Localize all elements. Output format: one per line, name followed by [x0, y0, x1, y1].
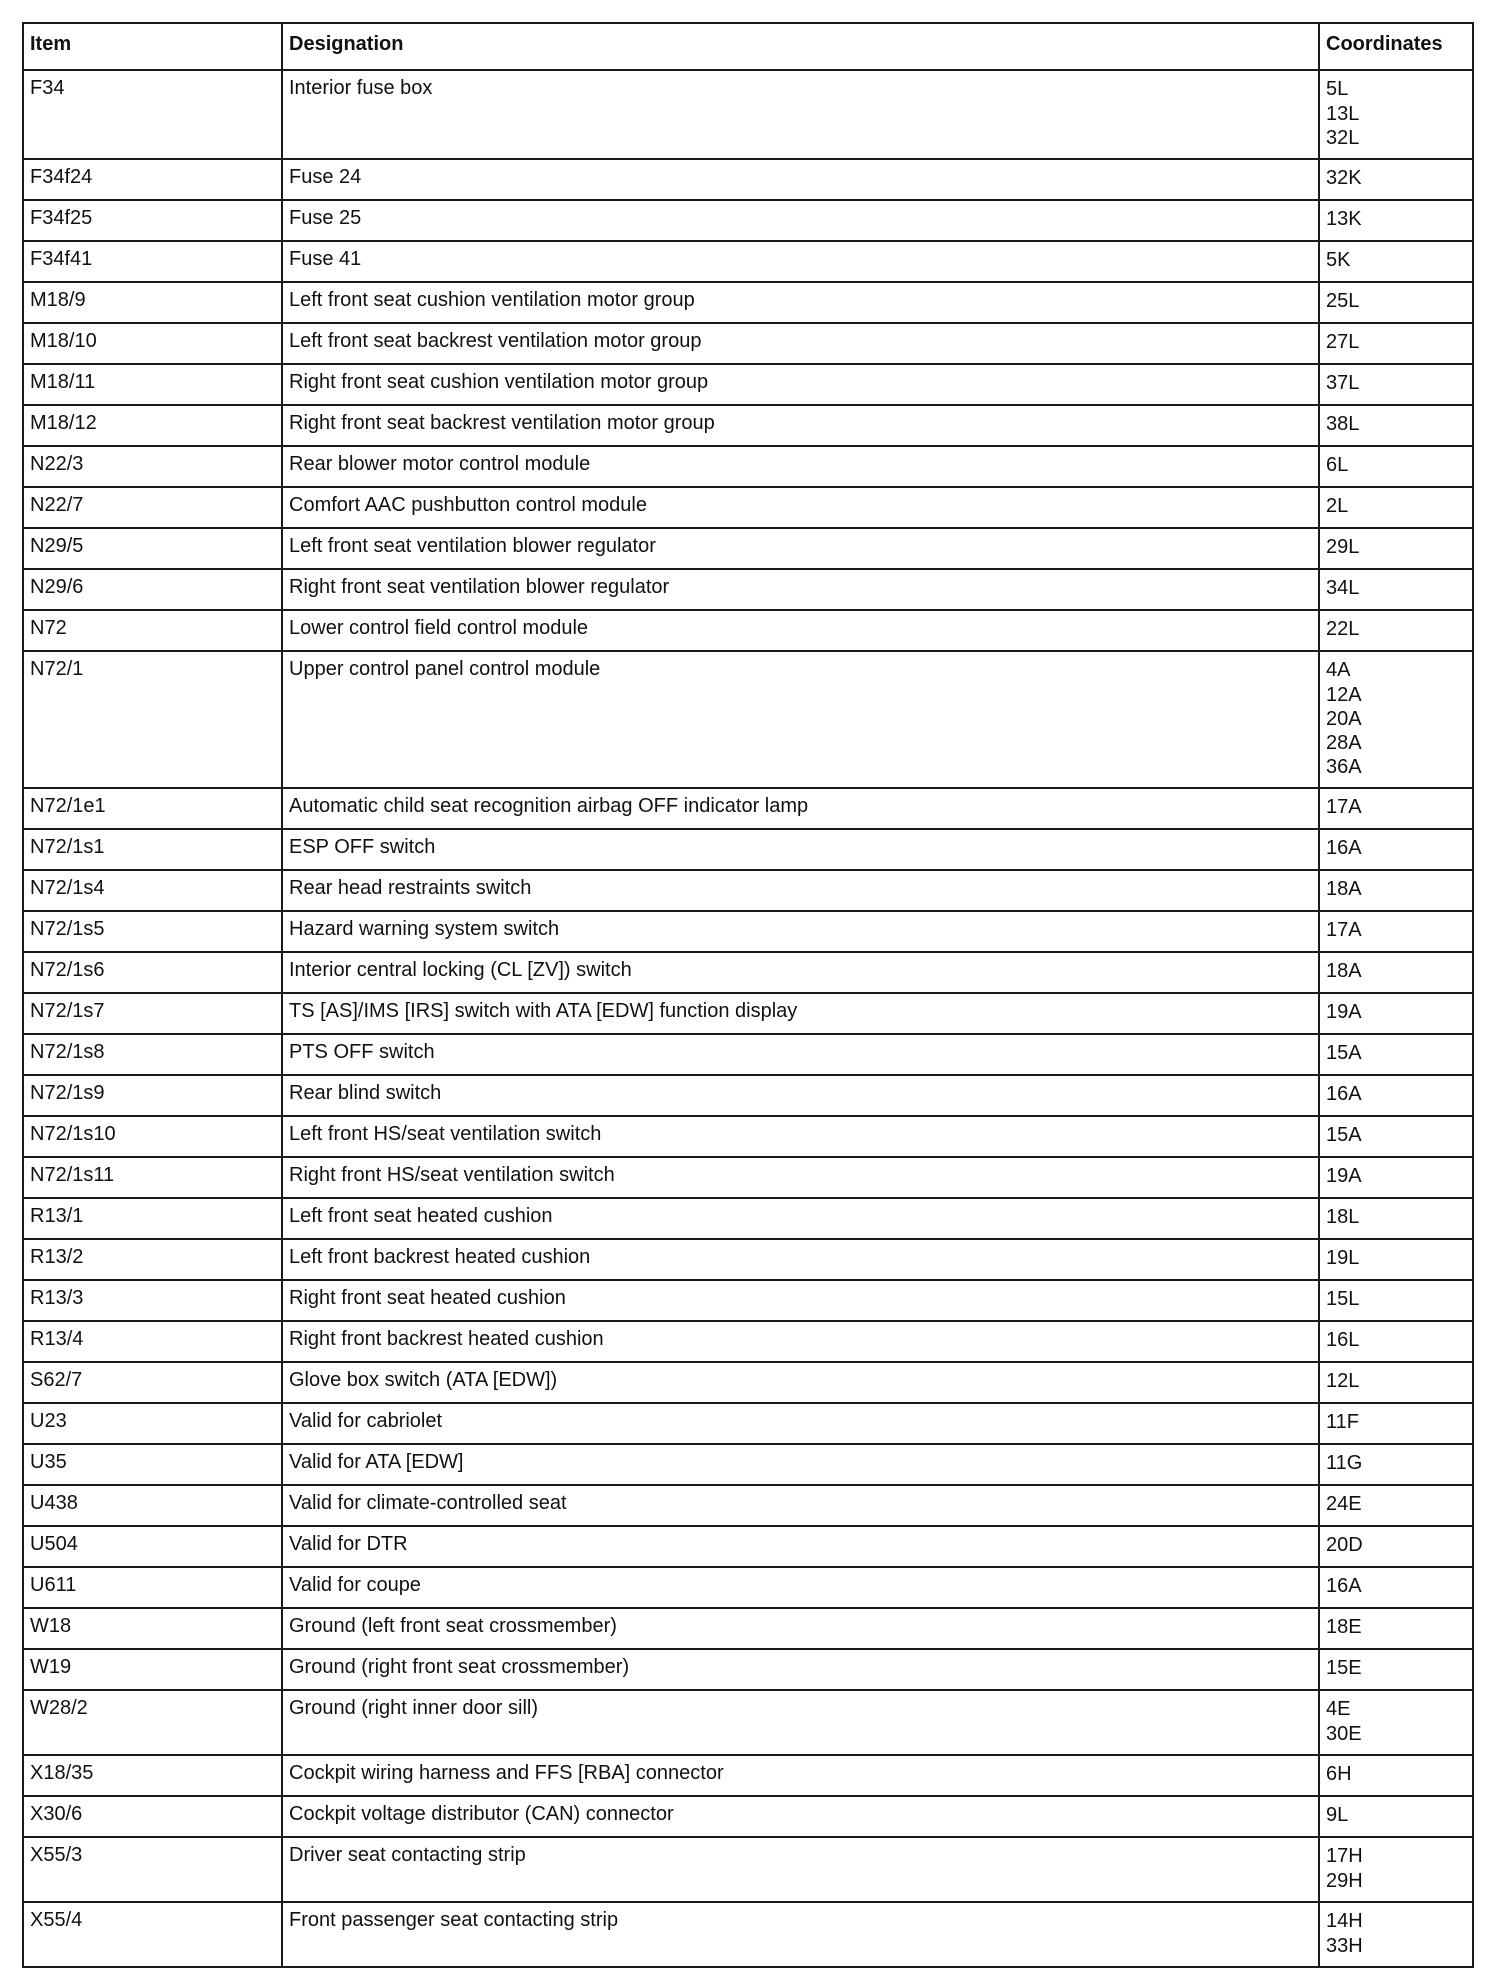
coordinate-value: 30E	[1326, 1723, 1362, 1745]
designation-cell: Valid for coupe	[282, 1567, 1319, 1608]
item-cell: N72/1e1	[23, 788, 282, 829]
designation-cell: Cockpit voltage distributor (CAN) connector	[282, 1796, 1319, 1837]
designation-cell: Ground (right front seat crossmember)	[282, 1649, 1319, 1690]
table-row	[23, 1608, 1473, 1649]
coordinate-value: 36A	[1326, 756, 1362, 778]
designation-cell: Fuse 25	[282, 200, 1319, 241]
coordinates-cell	[1319, 1649, 1473, 1690]
coordinate-value: 5K	[1326, 249, 1351, 271]
item-cell: X55/3	[23, 1837, 282, 1902]
coordinate-value: 32L	[1326, 127, 1360, 149]
item-cell: N72/1s6	[23, 952, 282, 993]
table-row	[23, 487, 1473, 528]
designation-cell: Right front seat cushion ventilation motor group	[282, 364, 1319, 405]
coordinates-cell	[1319, 446, 1473, 487]
item-cell: N72/1s5	[23, 911, 282, 952]
coordinates-cell	[1319, 1755, 1473, 1796]
designation-cell: Upper control panel control module	[282, 651, 1319, 788]
coordinate-value: 20A	[1326, 708, 1362, 730]
item-cell: N29/5	[23, 528, 282, 569]
header-item: Item	[23, 23, 282, 70]
coordinate-value: 15A	[1326, 1124, 1362, 1146]
designation-cell: Valid for cabriolet	[282, 1403, 1319, 1444]
coordinate-value: 16L	[1326, 1329, 1360, 1351]
coordinates-cell	[1319, 241, 1473, 282]
table-row	[23, 1362, 1473, 1403]
coordinates-cell	[1319, 200, 1473, 241]
coordinate-value: 5L	[1326, 78, 1349, 100]
item-cell: U35	[23, 1444, 282, 1485]
coordinate-value: 16A	[1326, 1083, 1362, 1105]
item-cell: N72/1s10	[23, 1116, 282, 1157]
table-row	[23, 1526, 1473, 1567]
table-row	[23, 1690, 1473, 1755]
designation-cell: Valid for ATA [EDW]	[282, 1444, 1319, 1485]
table-row	[23, 1755, 1473, 1796]
coordinate-value: 34L	[1326, 577, 1360, 599]
coordinate-value: 15E	[1326, 1657, 1362, 1679]
table-row	[23, 528, 1473, 569]
item-cell: F34f25	[23, 200, 282, 241]
item-cell: X55/4	[23, 1902, 282, 1967]
coordinates-cell	[1319, 1198, 1473, 1239]
designation-cell: ESP OFF switch	[282, 829, 1319, 870]
coordinates-cell	[1319, 788, 1473, 829]
designation-cell: Interior fuse box	[282, 70, 1319, 159]
coordinate-value: 17A	[1326, 919, 1362, 941]
item-cell: F34f41	[23, 241, 282, 282]
coordinate-value: 18E	[1326, 1616, 1362, 1638]
table-row	[23, 1567, 1473, 1608]
coordinates-cell	[1319, 1321, 1473, 1362]
item-cell: N72/1s9	[23, 1075, 282, 1116]
coordinates-cell	[1319, 323, 1473, 364]
coordinates-cell	[1319, 405, 1473, 446]
coordinates-cell	[1319, 870, 1473, 911]
coordinates-cell	[1319, 952, 1473, 993]
coordinates-cell	[1319, 1902, 1473, 1967]
coordinate-value: 18A	[1326, 878, 1362, 900]
table-row	[23, 1157, 1473, 1198]
item-cell: N72/1s7	[23, 993, 282, 1034]
coordinate-value: 29H	[1326, 1870, 1363, 1892]
coordinate-value: 37L	[1326, 372, 1360, 394]
designation-cell: Fuse 24	[282, 159, 1319, 200]
header-designation: Designation	[282, 23, 1319, 70]
table-row	[23, 870, 1473, 911]
coordinates-cell	[1319, 1796, 1473, 1837]
component-legend-table	[22, 22, 1474, 1968]
table-row	[23, 1485, 1473, 1526]
designation-cell: Interior central locking (CL [ZV]) switch	[282, 952, 1319, 993]
coordinate-value: 16A	[1326, 837, 1362, 859]
item-cell: X30/6	[23, 1796, 282, 1837]
designation-cell: Left front seat ventilation blower regulator	[282, 528, 1319, 569]
table-row	[23, 1116, 1473, 1157]
coordinate-value: 22L	[1326, 618, 1360, 640]
coordinates-cell	[1319, 1485, 1473, 1526]
coordinate-value: 19A	[1326, 1001, 1362, 1023]
table-row	[23, 651, 1473, 788]
coordinates-cell	[1319, 1034, 1473, 1075]
legend-table-sheet	[22, 22, 1472, 1968]
table-row	[23, 1837, 1473, 1902]
designation-cell: Rear blower motor control module	[282, 446, 1319, 487]
coordinate-value: 18L	[1326, 1206, 1360, 1228]
coordinate-value: 11F	[1326, 1411, 1359, 1433]
table-row	[23, 282, 1473, 323]
coordinate-value: 16A	[1326, 1575, 1362, 1597]
item-cell: W19	[23, 1649, 282, 1690]
table-row	[23, 1239, 1473, 1280]
designation-cell: Valid for DTR	[282, 1526, 1319, 1567]
item-cell: W28/2	[23, 1690, 282, 1755]
designation-cell: Right front backrest heated cushion	[282, 1321, 1319, 1362]
designation-cell: Glove box switch (ATA [EDW])	[282, 1362, 1319, 1403]
coordinates-cell	[1319, 569, 1473, 610]
coordinate-value: 13K	[1326, 208, 1362, 230]
coordinate-value: 19A	[1326, 1165, 1362, 1187]
table-row	[23, 610, 1473, 651]
designation-cell: Left front seat heated cushion	[282, 1198, 1319, 1239]
coordinate-value: 32K	[1326, 167, 1362, 189]
item-cell: N29/6	[23, 569, 282, 610]
designation-cell: Rear blind switch	[282, 1075, 1319, 1116]
table-row	[23, 1321, 1473, 1362]
item-cell: W18	[23, 1608, 282, 1649]
item-cell: M18/9	[23, 282, 282, 323]
coordinates-cell	[1319, 1239, 1473, 1280]
coordinate-value: 15A	[1326, 1042, 1362, 1064]
item-cell: N72/1s4	[23, 870, 282, 911]
coordinate-value: 20D	[1326, 1534, 1363, 1556]
item-cell: N72/1	[23, 651, 282, 788]
coordinates-cell	[1319, 364, 1473, 405]
coordinates-cell	[1319, 528, 1473, 569]
coordinates-cell	[1319, 70, 1473, 159]
coordinates-cell	[1319, 1837, 1473, 1902]
designation-cell: Cockpit wiring harness and FFS [RBA] connector	[282, 1755, 1319, 1796]
item-cell: N22/7	[23, 487, 282, 528]
coordinates-cell	[1319, 993, 1473, 1034]
item-cell: M18/11	[23, 364, 282, 405]
table-body	[23, 70, 1473, 1967]
item-cell: N72/1s11	[23, 1157, 282, 1198]
table-row	[23, 405, 1473, 446]
coordinates-cell	[1319, 829, 1473, 870]
designation-cell: Comfort AAC pushbutton control module	[282, 487, 1319, 528]
coordinates-cell	[1319, 487, 1473, 528]
coordinate-value: 14H	[1326, 1910, 1363, 1932]
coordinate-value: 18A	[1326, 960, 1362, 982]
coordinate-value: 19L	[1326, 1247, 1360, 1269]
item-cell: R13/1	[23, 1198, 282, 1239]
coordinates-cell	[1319, 1362, 1473, 1403]
table-header-row	[23, 23, 1473, 70]
item-cell: N72/1s1	[23, 829, 282, 870]
coordinate-value: 9L	[1326, 1804, 1349, 1826]
item-cell: S62/7	[23, 1362, 282, 1403]
coordinate-value: 28A	[1326, 732, 1362, 754]
coordinate-value: 6L	[1326, 454, 1349, 476]
coordinate-value: 17H	[1326, 1845, 1363, 1867]
table-row	[23, 1444, 1473, 1485]
designation-cell: Ground (right inner door sill)	[282, 1690, 1319, 1755]
designation-cell: Right front seat ventilation blower regulator	[282, 569, 1319, 610]
coordinates-cell	[1319, 1444, 1473, 1485]
table-row	[23, 159, 1473, 200]
designation-cell: Left front seat backrest ventilation motor group	[282, 323, 1319, 364]
coordinate-value: 38L	[1326, 413, 1360, 435]
designation-cell: Lower control field control module	[282, 610, 1319, 651]
coordinates-cell	[1319, 1690, 1473, 1755]
item-cell: F34f24	[23, 159, 282, 200]
coordinate-value: 15L	[1326, 1288, 1360, 1310]
designation-cell: Right front seat backrest ventilation motor group	[282, 405, 1319, 446]
coordinate-value: 12A	[1326, 684, 1362, 706]
designation-cell: PTS OFF switch	[282, 1034, 1319, 1075]
coordinate-value: 4E	[1326, 1698, 1351, 1720]
designation-cell: Valid for climate-controlled seat	[282, 1485, 1319, 1526]
table-row	[23, 993, 1473, 1034]
coordinates-cell	[1319, 651, 1473, 788]
table-row	[23, 1034, 1473, 1075]
coordinates-cell	[1319, 1280, 1473, 1321]
coordinates-cell	[1319, 1567, 1473, 1608]
coordinate-value: 4A	[1326, 659, 1351, 681]
item-cell: R13/4	[23, 1321, 282, 1362]
table-row	[23, 1075, 1473, 1116]
designation-cell: Right front seat heated cushion	[282, 1280, 1319, 1321]
table-row	[23, 364, 1473, 405]
coordinates-cell	[1319, 1157, 1473, 1198]
table-row	[23, 788, 1473, 829]
designation-cell: Front passenger seat contacting strip	[282, 1902, 1319, 1967]
table-row	[23, 1198, 1473, 1239]
table-row	[23, 70, 1473, 159]
designation-cell: Driver seat contacting strip	[282, 1837, 1319, 1902]
coordinate-value: 11G	[1326, 1452, 1363, 1474]
table-row	[23, 200, 1473, 241]
coordinates-cell	[1319, 1116, 1473, 1157]
coordinate-value: 27L	[1326, 331, 1360, 353]
header-coordinates: Coordinates	[1319, 23, 1473, 70]
table-row	[23, 323, 1473, 364]
item-cell: N22/3	[23, 446, 282, 487]
item-cell: R13/2	[23, 1239, 282, 1280]
designation-cell: Ground (left front seat crossmember)	[282, 1608, 1319, 1649]
designation-cell: Left front HS/seat ventilation switch	[282, 1116, 1319, 1157]
coordinates-cell	[1319, 1608, 1473, 1649]
coordinate-value: 13L	[1326, 103, 1360, 125]
coordinates-cell	[1319, 1075, 1473, 1116]
designation-cell: Rear head restraints switch	[282, 870, 1319, 911]
table-row	[23, 446, 1473, 487]
item-cell: U504	[23, 1526, 282, 1567]
table-row	[23, 569, 1473, 610]
coordinate-value: 24E	[1326, 1493, 1362, 1515]
table-row	[23, 1280, 1473, 1321]
coordinate-value: 6H	[1326, 1763, 1352, 1785]
table-row	[23, 1796, 1473, 1837]
table-row	[23, 911, 1473, 952]
item-cell: N72	[23, 610, 282, 651]
coordinates-cell	[1319, 282, 1473, 323]
designation-cell: TS [AS]/IMS [IRS] switch with ATA [EDW] function display	[282, 993, 1319, 1034]
item-cell: N72/1s8	[23, 1034, 282, 1075]
table-row	[23, 1902, 1473, 1967]
coordinates-cell	[1319, 1403, 1473, 1444]
coordinate-value: 29L	[1326, 536, 1360, 558]
designation-cell: Hazard warning system switch	[282, 911, 1319, 952]
item-cell: M18/12	[23, 405, 282, 446]
item-cell: U438	[23, 1485, 282, 1526]
item-cell: X18/35	[23, 1755, 282, 1796]
item-cell: F34	[23, 70, 282, 159]
coordinate-value: 25L	[1326, 290, 1360, 312]
item-cell: R13/3	[23, 1280, 282, 1321]
designation-cell: Right front HS/seat ventilation switch	[282, 1157, 1319, 1198]
designation-cell: Left front backrest heated cushion	[282, 1239, 1319, 1280]
item-cell: U23	[23, 1403, 282, 1444]
coordinates-cell	[1319, 911, 1473, 952]
coordinates-cell	[1319, 1526, 1473, 1567]
table-row	[23, 829, 1473, 870]
table-row	[23, 952, 1473, 993]
coordinate-value: 12L	[1326, 1370, 1360, 1392]
item-cell: U611	[23, 1567, 282, 1608]
table-row	[23, 1403, 1473, 1444]
table-row	[23, 1649, 1473, 1690]
coordinate-value: 33H	[1326, 1935, 1363, 1957]
designation-cell: Left front seat cushion ventilation motor group	[282, 282, 1319, 323]
table-row	[23, 241, 1473, 282]
item-cell: M18/10	[23, 323, 282, 364]
coordinate-value: 17A	[1326, 796, 1362, 818]
coordinates-cell	[1319, 610, 1473, 651]
designation-cell: Fuse 41	[282, 241, 1319, 282]
coordinate-value: 2L	[1326, 495, 1349, 517]
designation-cell: Automatic child seat recognition airbag OFF indicator lamp	[282, 788, 1319, 829]
coordinates-cell	[1319, 159, 1473, 200]
